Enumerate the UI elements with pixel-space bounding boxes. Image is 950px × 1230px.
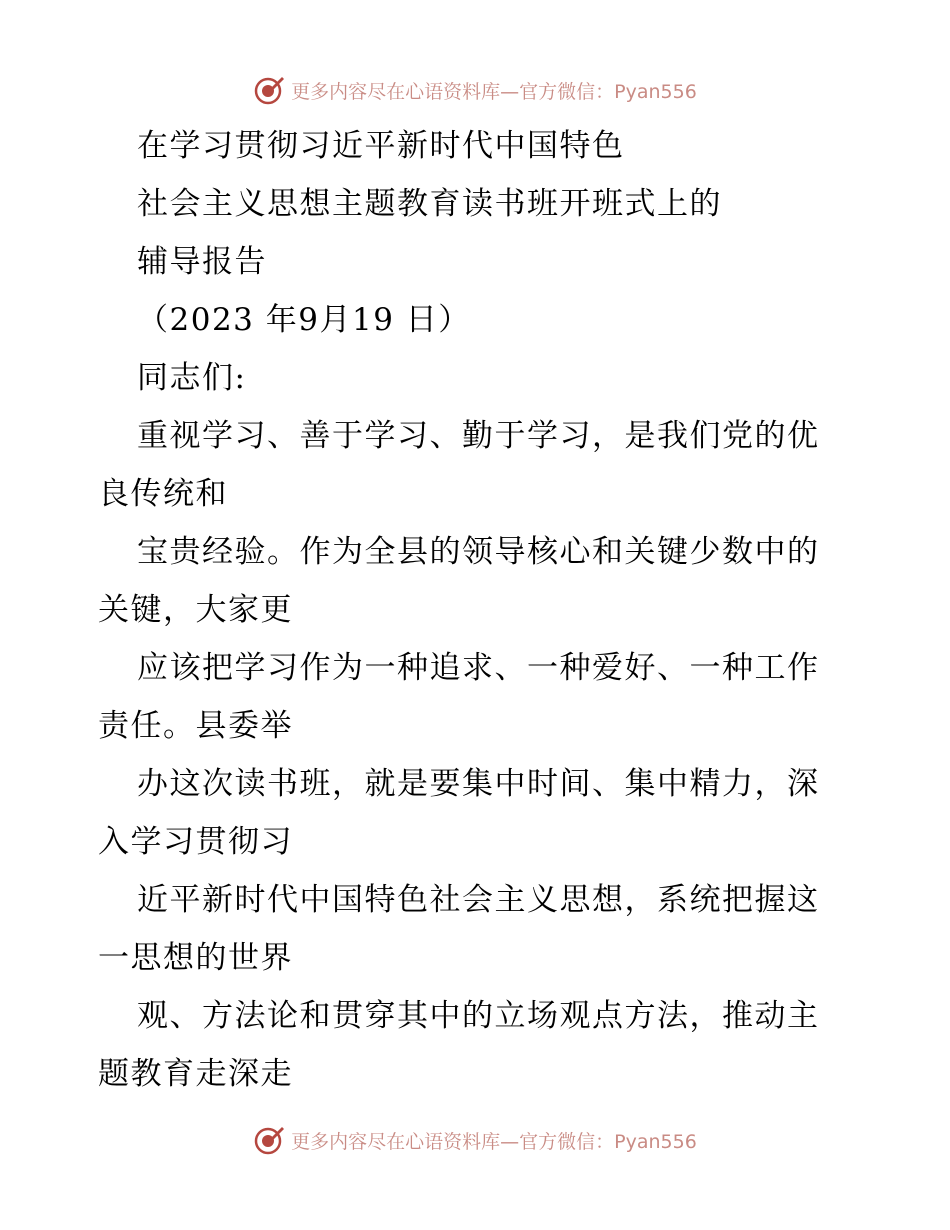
paragraph-line: 入学习贯彻习 [98,824,293,860]
header-watermark [0,70,950,110]
pen-nib-circle-icon [253,74,285,106]
salutation: 同志们: [137,360,247,396]
date-line: （2023 年9月19 日） [137,302,471,338]
paragraph-line: 责任。县委举 [98,708,293,744]
title-line-1: 在学习贯彻习近平新时代中国特色 [137,128,625,164]
watermark-text: 更多内容尽在心语资料库—官方微信：Pyan556 [291,1130,697,1153]
paragraph-line: 宝贵经验。作为全县的领导核心和关键少数中的 [137,534,820,570]
paragraph-line: 关键，大家更 [98,592,293,628]
title-line-2: 社会主义思想主题教育读书班开班式上的 [137,186,722,222]
paragraph-line: 观、方法论和贯穿其中的立场观点方法，推动主 [137,998,820,1034]
paragraph-line: 近平新时代中国特色社会主义思想，系统把握这 [137,882,820,918]
paragraph-line: 办这次读书班，就是要集中时间、集中精力，深 [137,766,820,802]
title-line-3: 辅导报告 [137,244,267,280]
paragraph-line: 应该把学习作为一种追求、一种爱好、一种工作 [137,650,820,686]
paragraph-line: 重视学习、善于学习、勤于学习，是我们党的优 [137,418,820,454]
footer-watermark [0,1120,950,1160]
paragraph-line: 良传统和 [98,476,228,512]
paragraph-line: 题教育走深走 [98,1056,293,1092]
pen-nib-circle-icon [253,1124,285,1156]
paragraph-line: 一思想的世界 [98,940,293,976]
watermark-text: 更多内容尽在心语资料库—官方微信：Pyan556 [291,80,697,103]
